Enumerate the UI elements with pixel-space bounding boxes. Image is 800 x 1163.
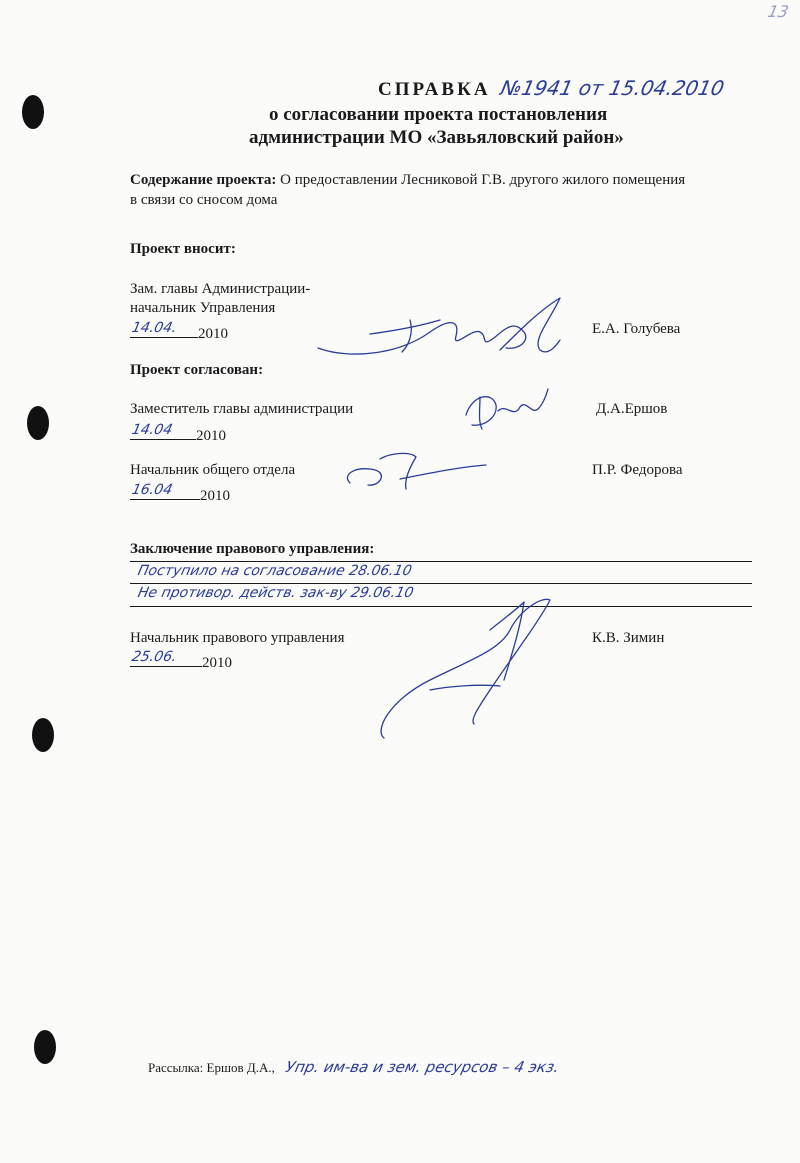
legal-note-1: Поступило на согласование 28.06.10 (136, 563, 414, 579)
date-year: 2010 (198, 326, 228, 342)
signature-zimin (370, 590, 570, 750)
approver-position: Заместитель главы администрации (130, 401, 354, 417)
content-label: Содержание проекта: (130, 172, 277, 188)
approver-position: Начальник общего отдела (130, 462, 296, 478)
signature-ershov (462, 385, 552, 435)
divider-line (130, 561, 752, 562)
legal-position: Начальник правового управления (130, 630, 345, 646)
legal-note-2: Не противор. действ. зак-ву 29.06.10 (136, 585, 416, 601)
handwritten-date: 16.04 (130, 482, 174, 498)
approver-date (130, 423, 226, 445)
content-text-line1: О предоставлении Лесниковой Г.В. другого жилого помещения (280, 172, 686, 188)
approver-name: Д.А.Ершов (596, 401, 668, 417)
signature-fedorova (340, 445, 490, 495)
legal-heading: Заключение правового управления: (130, 541, 375, 557)
project-content (130, 172, 685, 189)
document-title (378, 76, 727, 101)
date-blank (130, 321, 198, 338)
handwritten-date: 14.04 (130, 422, 174, 438)
distribution-label: Рассылка: Ершов Д.А., (148, 1060, 275, 1075)
date-blank (130, 483, 200, 500)
handwritten-date: 14.04. (130, 320, 179, 336)
title-handwritten-number: №1941 от 15.04.2010 (498, 76, 727, 100)
date-blank (130, 423, 196, 440)
title-subline-1: о согласовании проекта постановления (269, 104, 608, 125)
submitted-heading: Проект вносит: (130, 241, 236, 257)
handwritten-date: 25.06. (130, 649, 179, 665)
approver-name: П.Р. Федорова (592, 462, 683, 478)
submitter-name: Е.А. Голубева (592, 321, 681, 337)
punch-hole (32, 718, 54, 752)
punch-hole (27, 406, 49, 440)
submitter-position-line2: начальник Управления (130, 300, 276, 316)
date-year: 2010 (202, 655, 232, 671)
legal-name: К.В. Зимин (592, 630, 665, 646)
distribution-line (148, 1058, 559, 1076)
agreed-heading: Проект согласован: (130, 362, 264, 378)
submitter-position-line1: Зам. главы Администрации- (130, 281, 311, 297)
date-year: 2010 (200, 488, 230, 504)
distribution-handwritten: Упр. им-ва и зем. ресурсов – 4 экз. (284, 1058, 561, 1076)
approver-date (130, 483, 230, 505)
title-word: СПРАВКА (378, 79, 491, 100)
date-year: 2010 (196, 428, 226, 444)
content-text-line2: в связи со сносом дома (130, 192, 278, 208)
divider-line (130, 583, 752, 584)
submitter-date (130, 321, 228, 343)
date-blank (130, 650, 202, 667)
punch-hole (34, 1030, 56, 1064)
punch-hole (22, 95, 44, 129)
title-subline-2: администрации МО «Завьяловский район» (249, 127, 624, 148)
legal-date (130, 650, 232, 672)
corner-page-mark: 13 (765, 2, 791, 21)
signature-golubeva (310, 290, 570, 370)
